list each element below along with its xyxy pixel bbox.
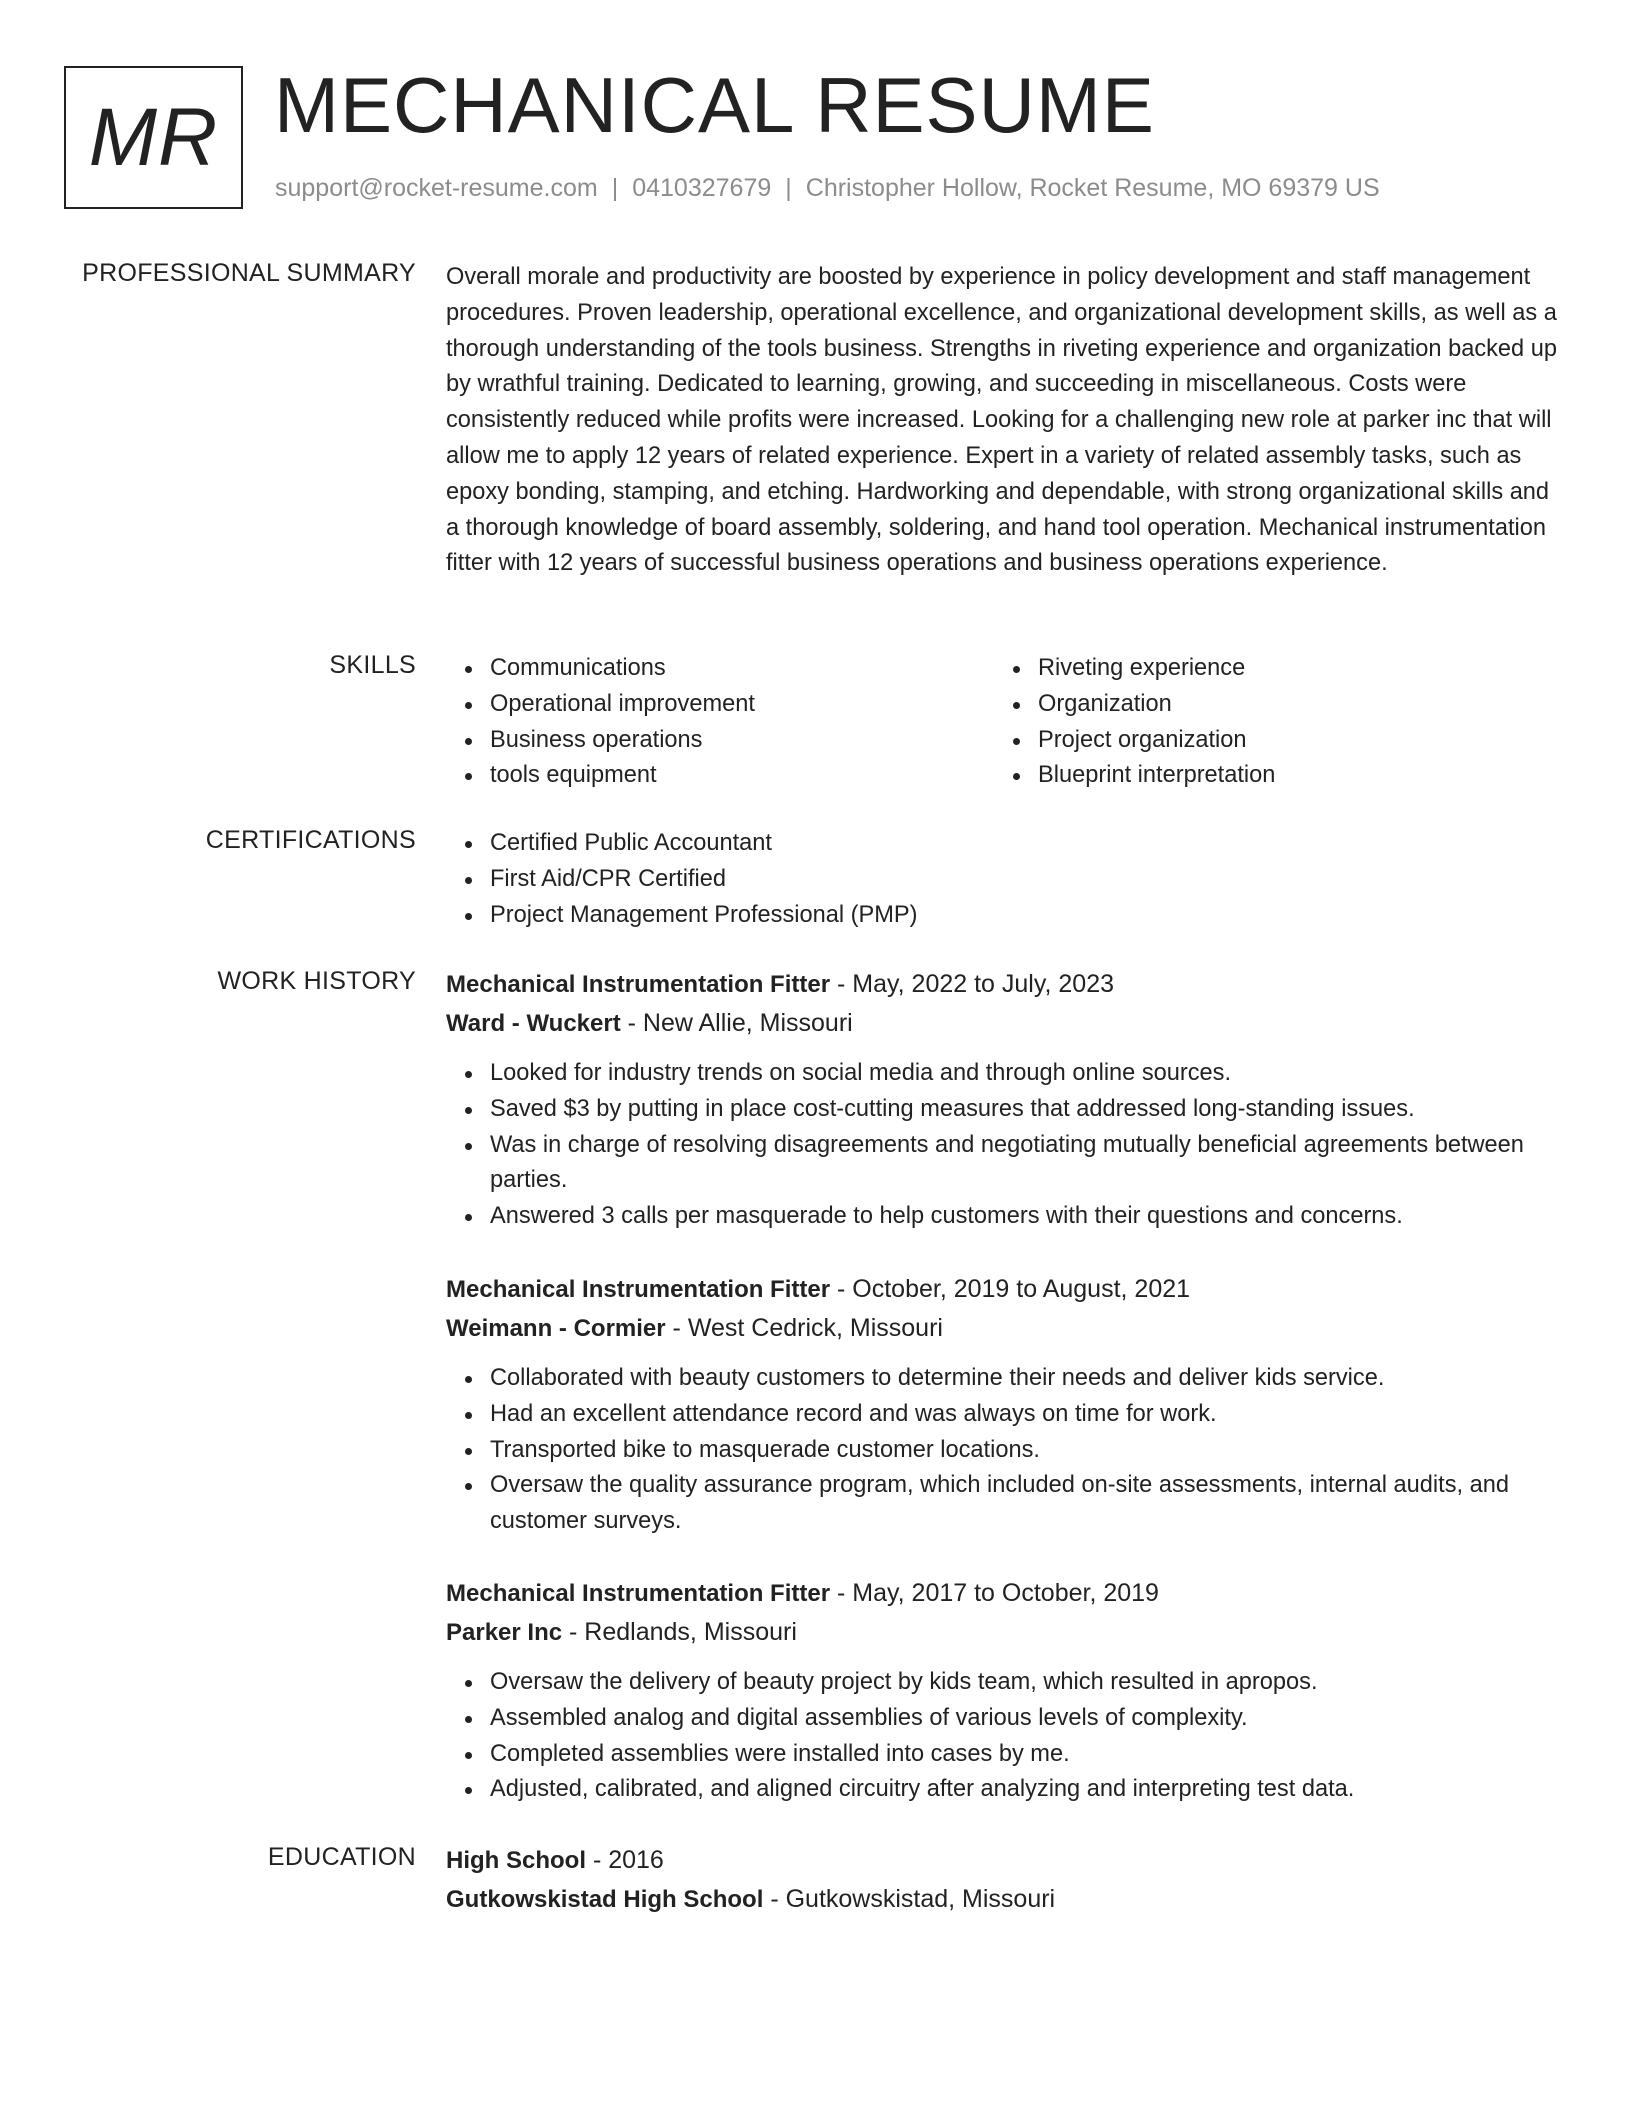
skills-columns — [446, 651, 1566, 794]
list-item: First Aid/CPR Certified — [446, 862, 1566, 898]
summary-text: Overall morale and productivity are boosted by experience in policy development and staff management procedures. Proven leadership, operational excellence, and organizational development skills, as well as a thorough understanding of the tools business. Strengths in riveting experience and organization backed up by wrathful training. Dedicated to learning, growing, and succeeding in miscellaneous. Costs were consistently reduced while profits were increased. Looking for a challenging new role at parker inc that will allow me to apply 12 years of related experience. Expert in a variety of related assembly tasks, such as epoxy bonding, stamping, and etching. Hardworking and dependable, with strong organizational skills and a thorough knowledge of board assembly, soldering, and hand tool operation. Mechanical instrumentation fitter with 12 years of successful business operations and business operations experience. — [446, 264, 1557, 577]
list-item: Communications — [446, 651, 994, 687]
skills-list-right — [994, 651, 1542, 794]
contact-address: Christopher Hollow, Rocket Resume, MO 69379 US — [805, 174, 1380, 202]
job-title-line — [446, 1270, 1566, 1309]
list-item: Saved $3 by putting in place cost-cutting measures that addressed long-standing issues. — [446, 1092, 1566, 1128]
job-title: Mechanical Instrumentation Fitter — [446, 971, 831, 998]
contact-separator: | — [785, 174, 792, 202]
list-item: Oversaw the quality assurance program, which included on-site assessments, internal audits, and customer surveys. — [446, 1468, 1566, 1540]
list-item: Operational improvement — [446, 687, 994, 723]
list-item: Project organization — [994, 723, 1542, 759]
list-item: Adjusted, calibrated, and aligned circuitry after analyzing and interpreting test data. — [446, 1772, 1566, 1808]
list-item: Had an excellent attendance record and was always on time for work. — [446, 1397, 1566, 1433]
education-degree-line — [446, 1841, 1566, 1880]
monogram-box: MR — [64, 66, 243, 209]
list-item: Looked for industry trends on social media and through online sources. — [446, 1056, 1566, 1092]
job-bullets — [446, 1056, 1566, 1235]
job-location: - New Allie, Missouri — [620, 1009, 853, 1037]
certifications-content — [446, 826, 1566, 933]
job-bullets — [446, 1665, 1566, 1808]
list-item: Riveting experience — [994, 651, 1542, 687]
list-item: Oversaw the delivery of beauty project by kids team, which resulted in apropos. — [446, 1665, 1566, 1701]
list-item: Transported bike to masquerade customer locations. — [446, 1433, 1566, 1469]
list-item: Organization — [994, 687, 1542, 723]
job-bullets — [446, 1361, 1566, 1540]
education-degree: High School — [446, 1847, 586, 1874]
job-entry — [446, 1270, 1566, 1540]
list-item: Completed assemblies were installed into cases by me. — [446, 1737, 1566, 1773]
job-dates: - May, 2017 to October, 2019 — [830, 1579, 1159, 1607]
job-title: Mechanical Instrumentation Fitter — [446, 1276, 831, 1303]
section-label-skills: SKILLS — [329, 651, 416, 679]
job-title-line — [446, 965, 1566, 1004]
list-item: Blueprint interpretation — [994, 758, 1542, 794]
job-entry — [446, 965, 1566, 1235]
job-company: Ward - Wuckert — [446, 1010, 621, 1037]
section-label-education: EDUCATION — [267, 1843, 416, 1871]
resume-header — [64, 61, 1564, 210]
job-title-line — [446, 1574, 1566, 1613]
job-location: - Redlands, Missouri — [562, 1618, 797, 1646]
job-company-line — [446, 1613, 1566, 1652]
section-label-summary: PROFESSIONAL SUMMARY — [82, 259, 416, 287]
list-item: Was in charge of resolving disagreements and negotiating mutually beneficial agreements between parties. — [446, 1128, 1566, 1200]
list-item: tools equipment — [446, 758, 994, 794]
job-company: Weimann - Cormier — [446, 1315, 666, 1342]
job-entry — [446, 1574, 1566, 1808]
job-company-line — [446, 1004, 1566, 1043]
section-label-certifications: CERTIFICATIONS — [205, 826, 416, 854]
contact-separator: | — [611, 174, 619, 202]
job-dates: - October, 2019 to August, 2021 — [830, 1275, 1191, 1303]
list-item: Certified Public Accountant — [446, 826, 1566, 862]
skills-list-left — [446, 651, 994, 794]
contact-line — [275, 174, 1380, 203]
job-company-line — [446, 1309, 1566, 1348]
job-dates: - May, 2022 to July, 2023 — [830, 970, 1115, 998]
list-item: Assembled analog and digital assemblies of various levels of complexity. — [446, 1701, 1566, 1737]
contact-email[interactable]: support@rocket-resume.com — [275, 174, 598, 202]
list-item: Answered 3 calls per masquerade to help customers with their questions and concerns. — [446, 1199, 1566, 1235]
job-location: - West Cedrick, Missouri — [665, 1314, 943, 1342]
education-school-line — [446, 1880, 1566, 1919]
education-year: - 2016 — [586, 1846, 664, 1874]
job-company: Parker Inc — [446, 1619, 563, 1646]
education-location: - Gutkowskistad, Missouri — [763, 1885, 1056, 1913]
page-title: MECHANICAL RESUME — [274, 61, 1155, 149]
job-title: Mechanical Instrumentation Fitter — [446, 1580, 831, 1607]
certifications-list — [446, 826, 1566, 933]
contact-phone[interactable]: 0410327679 — [632, 174, 772, 202]
section-label-work-history: WORK HISTORY — [217, 967, 416, 995]
education-school: Gutkowskistad High School — [446, 1886, 764, 1913]
education-entry — [446, 1841, 1566, 1919]
list-item: Business operations — [446, 723, 994, 759]
list-item: Project Management Professional (PMP) — [446, 898, 1566, 934]
list-item: Collaborated with beauty customers to determine their needs and deliver kids service. — [446, 1361, 1566, 1397]
